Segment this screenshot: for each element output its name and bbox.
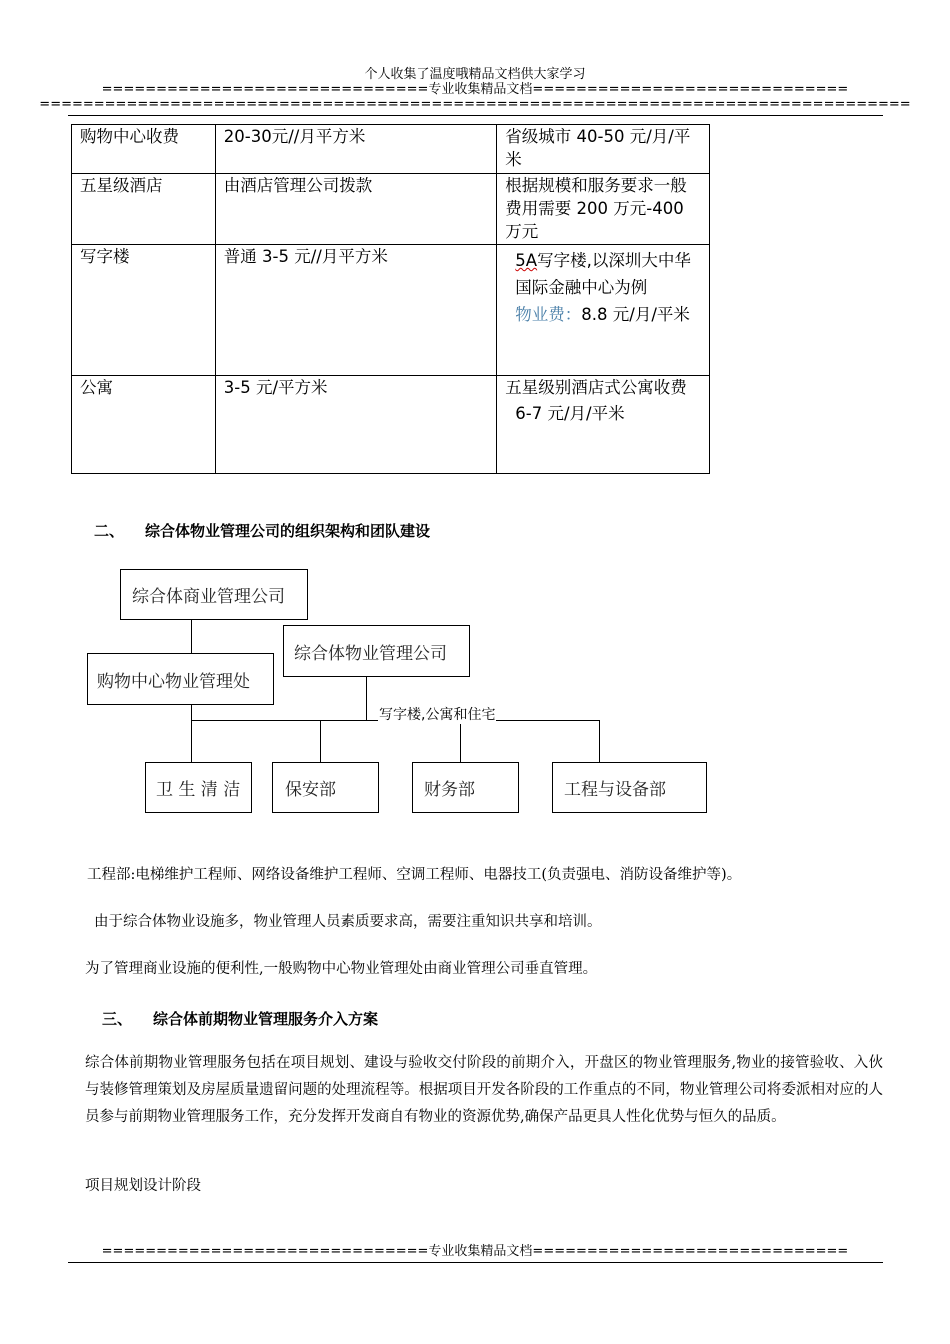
table-cell: 五星级酒店 [72, 174, 216, 245]
org-box-cleaning: 卫 生 清 洁 [145, 762, 252, 813]
paragraph-engineering: 工程部:电梯维护工程师、网络设备维护工程师、空调工程师、电器技工(负责强电、消防设备维护等)。 [87, 867, 742, 883]
table-row [72, 376, 710, 474]
connector-line [599, 720, 600, 762]
section-title: 综合体物业管理公司的组织架构和团队建设 [145, 522, 431, 540]
table-cell: 普通 3-5 元//月平方米 [215, 245, 497, 376]
header-divider-full: ================================================================================ [39, 97, 911, 112]
connector-line [191, 620, 192, 653]
org-box-property: 综合体物业管理公司 [283, 625, 470, 677]
header-rule [68, 115, 883, 116]
table-row [72, 125, 710, 174]
table-cell [497, 245, 710, 376]
paragraph-vertical: 为了管理商业设施的便利性,一般购物中心物业管理处由商业管理公司垂直管理。 [85, 961, 598, 977]
table-cell: 省级城市 40-50 元/月/平米 [497, 125, 710, 174]
header-divider: ==============================专业收集精品文档============================= [101, 82, 849, 97]
note-main: 写字楼,以深圳大中华国际金融中心为例 [515, 251, 691, 297]
table-cell: 购物中心收费 [72, 125, 216, 174]
table-cell: 由酒店管理公司拨款 [215, 174, 497, 245]
table-cell: 20-30元//月平方米 [215, 125, 497, 174]
note-blue: 物业费： [515, 305, 582, 324]
section-number: 三、 [102, 1010, 133, 1028]
org-branch-label: 写字楼,公寓和住宅 [378, 704, 496, 724]
paragraph-stage: 项目规划设计阶段 [85, 1178, 201, 1194]
paragraph-intro: 综合体前期物业管理服务包括在项目规划、建设与验收交付阶段的前期介入，开盘区的物业管理服务,物业的接管验收、入伙与装修管理策划及房屋质量遗留问题的处理流程等。根据项目开发各阶段的工作重点的不同，物业管理公司将委派相对应的人员参与前期物业管理服务工作，充分发挥开发商自有物业的资源优势,确保产品更具人性化优势与恒久的品质。 [85, 1055, 883, 1125]
table-cell: 公寓 [72, 376, 216, 474]
header-title: 个人收集了温度哦精品文档供大家学习 [364, 67, 586, 82]
connector-line [320, 720, 321, 762]
footer-divider: ==============================专业收集精品文档============================= [101, 1244, 849, 1259]
table-cell: 写字楼 [72, 245, 216, 376]
footer-rule [68, 1262, 883, 1263]
fee-table [71, 124, 710, 474]
org-box-security: 保安部 [272, 762, 379, 813]
section-number: 二、 [94, 522, 125, 540]
table-cell [497, 376, 710, 474]
note-line: 五星级别酒店式公寓收费 [505, 378, 687, 397]
connector-line [460, 720, 461, 762]
table-cell: 3-5 元/平方米 [215, 376, 497, 474]
note-prefix: 5A [515, 251, 538, 270]
connector-line [191, 705, 192, 762]
table-cell: 根据规模和服务要求一般费用需要 200 万元-400 万元 [497, 174, 710, 245]
org-box-engineering: 工程与设备部 [552, 762, 707, 813]
note-line: 6-7 元/月/平米 [515, 404, 625, 423]
connector-line [366, 677, 367, 720]
table-row [72, 245, 710, 376]
org-box-commercial: 综合体商业管理公司 [120, 569, 308, 620]
table-row [72, 174, 710, 245]
org-box-mall: 购物中心物业管理处 [87, 653, 274, 705]
section-title: 综合体前期物业管理服务介入方案 [153, 1010, 379, 1028]
paragraph-training: 由于综合体物业设施多，物业管理人员素质要求高，需要注重知识共享和培训。 [94, 914, 602, 930]
org-box-finance: 财务部 [412, 762, 519, 813]
note-tail: 8.8 元/月/平米 [581, 305, 690, 324]
